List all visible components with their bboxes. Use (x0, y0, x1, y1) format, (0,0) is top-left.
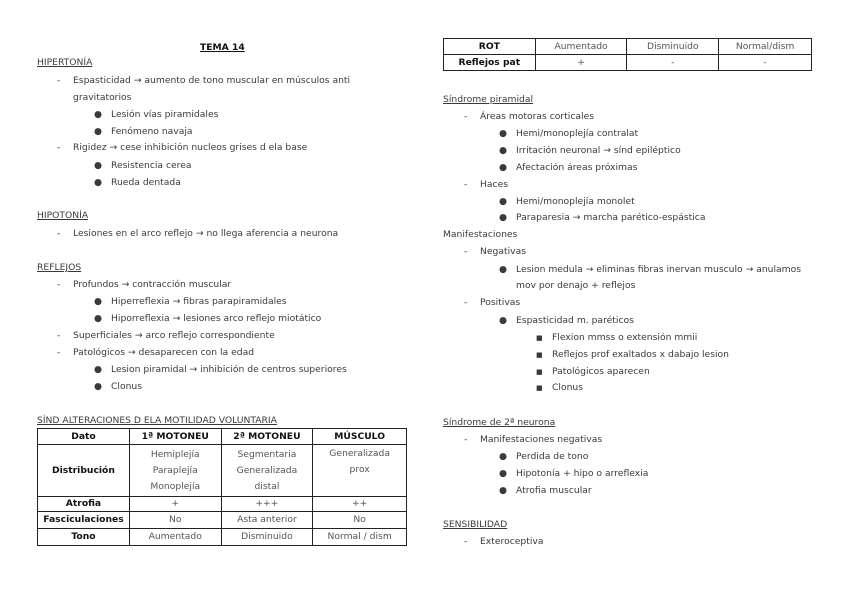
table-header: MÚSCULO (313, 429, 407, 445)
table-cell: Aumentado (129, 529, 221, 546)
dash-bullet: - (57, 279, 61, 290)
cell-line: Paraplejía (152, 464, 198, 476)
heading-sindrome-piramidal: Síndrome piramidal (443, 94, 534, 105)
table-cell: Reflejos pat (444, 55, 536, 71)
list-item: gravitatorios (73, 92, 132, 103)
square-bullet-icon: ■ (536, 384, 543, 392)
list-item: Hiporreflexia → lesiones arco reflejo miotático (111, 313, 322, 324)
cell-line: Generalizada (236, 464, 298, 476)
table-cell: +++ (221, 497, 313, 512)
table-cell (221, 445, 313, 497)
table-header-row (38, 429, 407, 445)
circle-bullet-icon: ● (499, 162, 508, 173)
list-item: Irritación neuronal → sínd epiléptico (516, 145, 681, 156)
table-header: 2ª MOTONEU (221, 429, 313, 445)
table-cell: Normal / dism (313, 529, 407, 546)
table-header: Disminuido (627, 39, 719, 55)
heading-sind-alteraciones: SÍND ALTERACIONES D ELA MOTILIDAD VOLUNTARIA (37, 415, 277, 426)
table-row (38, 512, 407, 529)
list-item: Espasticidad → aumento de tono muscular en músculos anti (73, 75, 351, 86)
list-item: Reflejos prof exaltados x dabajo lesion (552, 349, 729, 360)
circle-bullet-icon: ● (94, 364, 103, 375)
page-title: TEMA 14 (200, 42, 245, 53)
list-item: Positivas (480, 297, 521, 308)
table-cell: ++ (313, 497, 407, 512)
table-row (444, 55, 812, 71)
list-item: Hiperreflexia → fibras parapiramidales (111, 296, 287, 307)
square-bullet-icon: ■ (536, 351, 543, 359)
dash-bullet: - (57, 330, 61, 341)
table-cell: Atrofia (38, 497, 130, 512)
list-item: Afectación áreas próximas (516, 162, 638, 173)
table-row (38, 529, 407, 546)
cell-line: Monoplejía (150, 480, 201, 492)
heading-reflejos: REFLEJOS (37, 262, 82, 273)
list-item: Paraparesia → marcha parético-espástica (516, 212, 706, 223)
list-item: Lesiones en el arco reflejo → no llega aferencia a neurona (73, 228, 339, 239)
circle-bullet-icon: ● (499, 315, 508, 326)
circle-bullet-icon: ● (499, 145, 508, 156)
list-item: Hipotonía + hipo o arreflexia (516, 468, 649, 479)
dash-bullet: - (57, 228, 61, 239)
dash-bullet: - (464, 246, 468, 257)
list-item: Profundos → contracción muscular (73, 279, 232, 290)
heading-hipotonia: HIPOTONÍA (37, 210, 89, 221)
list-item: Espasticidad m. paréticos (516, 315, 634, 326)
list-item: Flexion mmss o extensión mmii (552, 332, 698, 343)
dash-bullet: - (464, 111, 468, 122)
circle-bullet-icon: ● (499, 196, 508, 207)
list-item: Lesion piramidal → inhibición de centros superiores (111, 364, 347, 375)
table-header: 1ª MOTONEU (129, 429, 221, 445)
square-bullet-icon: ■ (536, 334, 543, 342)
list-item: Hemi/monoplejía contralat (516, 128, 639, 139)
cell-line: Hemiplejía (150, 448, 200, 460)
table-header: Normal/dism (719, 39, 812, 55)
table-cell: Fasciculaciones (38, 512, 130, 529)
circle-bullet-icon: ● (499, 468, 508, 479)
list-item: Manifestaciones negativas (480, 434, 603, 445)
table-header: Dato (38, 429, 130, 445)
table-cell (313, 445, 407, 497)
table-cell: Disminuido (221, 529, 313, 546)
table-cell: Asta anterior (221, 512, 313, 529)
list-item: Clonus (111, 381, 143, 392)
table-header-row (444, 39, 812, 55)
circle-bullet-icon: ● (499, 451, 508, 462)
subheading-manifestaciones: Manifestaciones (443, 229, 518, 240)
dash-bullet: - (464, 536, 468, 547)
list-item: Superficiales → arco reflejo correspondiente (73, 330, 275, 341)
list-item: Perdida de tono (516, 451, 589, 462)
table-cell: No (129, 512, 221, 529)
circle-bullet-icon: ● (94, 160, 103, 171)
cell-line: Generalizada (329, 448, 390, 459)
list-item: Rueda dentada (111, 177, 181, 188)
cell-line: Segmentaria (237, 448, 297, 460)
circle-bullet-icon: ● (94, 177, 103, 188)
list-item: Haces (480, 179, 509, 190)
dash-bullet: - (57, 347, 61, 358)
list-item: Fenómeno navaja (111, 126, 193, 137)
dash-bullet: - (57, 142, 61, 153)
table-cell: + (535, 55, 627, 71)
cell-line: distal (254, 480, 280, 492)
circle-bullet-icon: ● (94, 109, 103, 120)
dash-bullet: - (57, 75, 61, 86)
motility-table (37, 428, 407, 546)
dash-bullet: - (464, 297, 468, 308)
table-cell: - (627, 55, 719, 71)
circle-bullet-icon: ● (499, 128, 508, 139)
dash-bullet: - (464, 179, 468, 190)
list-item: Clonus (552, 382, 584, 393)
square-bullet-icon: ■ (536, 368, 543, 376)
table-row (38, 497, 407, 512)
circle-bullet-icon: ● (94, 296, 103, 307)
circle-bullet-icon: ● (94, 313, 103, 324)
list-item: Hemi/monoplejía monolet (516, 196, 635, 207)
list-item: Rigidez → cese inhibición nucleos grises d ela base (73, 142, 308, 153)
circle-bullet-icon: ● (94, 381, 103, 392)
dash-bullet: - (464, 434, 468, 445)
rot-table (443, 38, 812, 71)
table-cell: Distribución (38, 445, 130, 497)
heading-sindrome-2-neurona: Síndrome de 2ª neurona (443, 417, 556, 428)
table-header: ROT (444, 39, 536, 55)
list-item: mov por denajo + reflejos (516, 280, 636, 291)
table-header: Aumentado (535, 39, 627, 55)
circle-bullet-icon: ● (94, 126, 103, 137)
list-item: Áreas motoras corticales (480, 111, 595, 122)
list-item: Lesion medula → eliminas fibras inervan musculo → anulamos (516, 264, 802, 275)
table-cell: - (719, 55, 812, 71)
heading-sensibilidad: SENSIBILIDAD (443, 519, 508, 530)
circle-bullet-icon: ● (499, 212, 508, 223)
circle-bullet-icon: ● (499, 485, 508, 496)
heading-hipertonia: HIPERTONÍA (37, 57, 93, 68)
table-cell: No (313, 512, 407, 529)
list-item: Patológicos aparecen (552, 366, 650, 377)
circle-bullet-icon: ● (499, 264, 508, 275)
list-item: Exteroceptiva (480, 536, 544, 547)
list-item: Lesión vías piramidales (111, 109, 219, 120)
table-cell: + (129, 497, 221, 512)
table-cell: Tono (38, 529, 130, 546)
list-item: Resistencia cerea (111, 160, 192, 171)
table-cell (129, 445, 221, 497)
list-item: Negativas (480, 246, 526, 257)
table-row (38, 445, 407, 497)
cell-line: prox (349, 464, 370, 475)
list-item: Atrofia muscular (516, 485, 592, 496)
list-item: Patológicos → desaparecen con la edad (73, 347, 255, 358)
